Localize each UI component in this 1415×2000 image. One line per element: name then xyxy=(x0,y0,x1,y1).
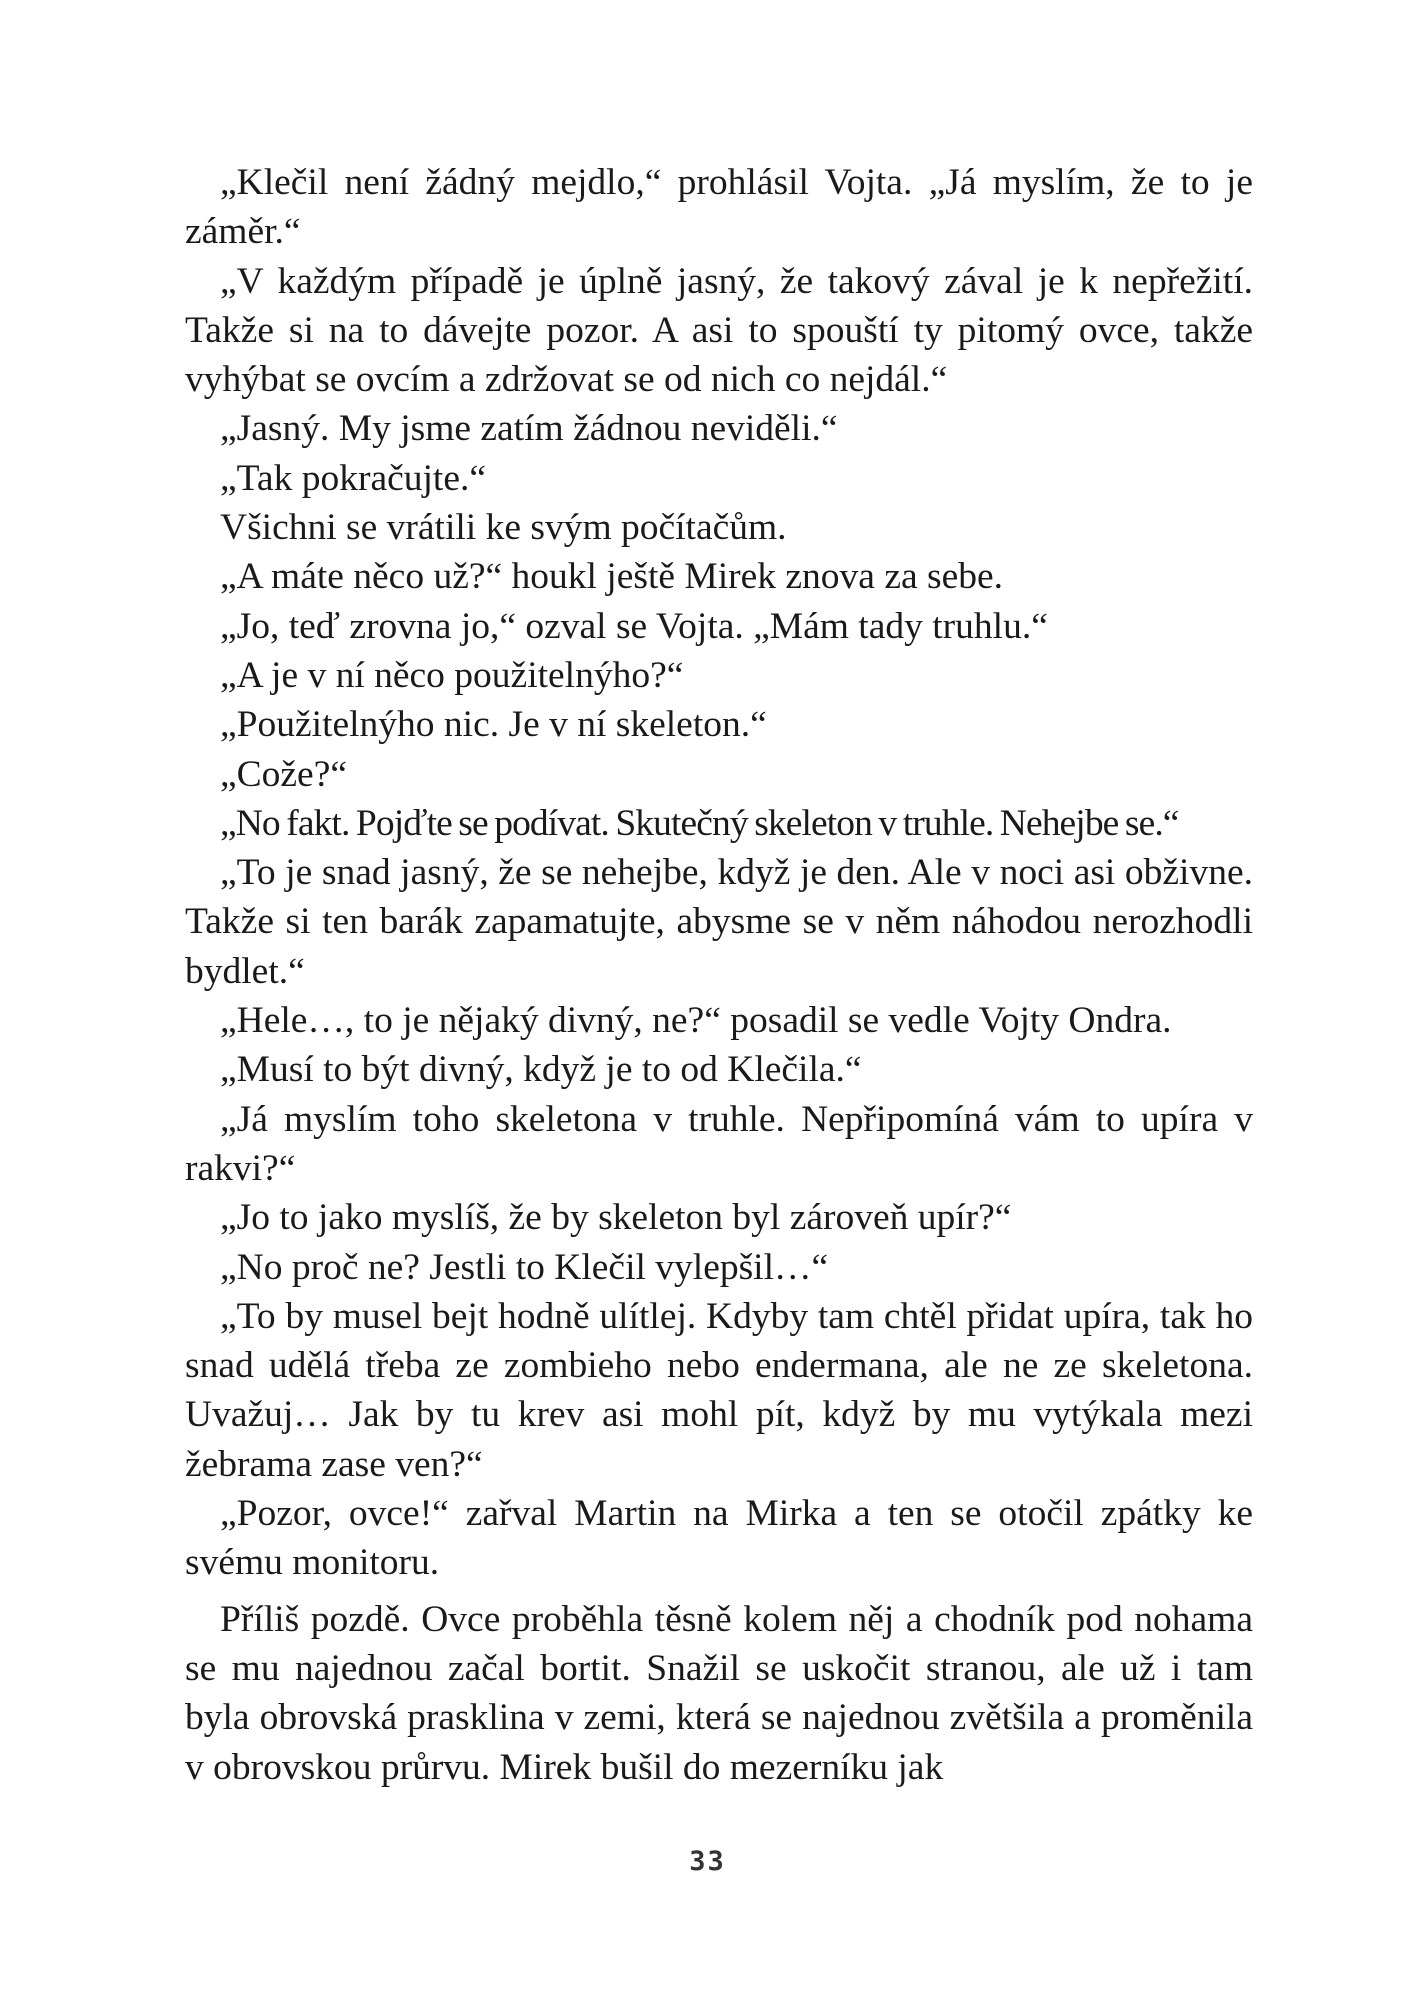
paragraph: Příliš pozdě. Ovce proběhla těsně kolem něj a chodník pod nohama se mu najednou začal bortit. Snažil se uskočit stranou, ale už i tam byla obrovská prasklina v zemi, která se najednou zvětšila a proměnila v obrovskou průrvu. Mirek bušil do mezerníku jak xyxy=(185,1598,1253,1788)
paragraph: „V každým případě je úplně jasný, že takový zával je k nepřežití. Takže si na to dávejte pozor. A asi to spouští ty pitomý ovce, takže vyhýbat se ovcím a zdržovat se od nich co nejdál.“ xyxy=(185,260,1253,401)
paragraph: „To je snad jasný, že se nehejbe, když je den. Ale v noci asi obživne. Takže si ten barák zapamatujte, abysme se v něm náhodou nerozhodli bydlet.“ xyxy=(185,852,1253,992)
paragraph: „No fakt. Pojďte se podívat. Skutečný skeleton v truhle. Nehejbe se.“ xyxy=(220,802,1179,844)
paragraph: „Musí to být divný, když je to od Klečila.“ xyxy=(220,1049,862,1091)
paragraph: Všichni se vrátili ke svým počítačům. xyxy=(220,507,787,549)
paragraph: „No proč ne? Jestli to Klečil vylepšil…“ xyxy=(220,1246,829,1288)
paragraph: „Klečil není žádný mejdlo,“ prohlásil Vojta. „Já myslím, že to je záměr.“ xyxy=(185,162,1253,253)
body-text xyxy=(185,158,1253,1792)
paragraph: „To by musel bejt hodně ulítlej. Kdyby tam chtěl přidat upíra, tak ho snad udělá třeba ze zombieho nebo endermana, ale ne ze skeletona. Uvažuj… Jak by tu krev asi mohl pít, když by mu vytýkala mezi žebrama zase ven?“ xyxy=(185,1295,1253,1485)
page-number: 33 xyxy=(689,1846,726,1877)
paragraph: „Jo, teď zrovna jo,“ ozval se Vojta. „Mám tady truhlu.“ xyxy=(220,605,1048,647)
paragraph: „Použitelnýho nic. Je v ní skeleton.“ xyxy=(220,704,767,746)
paragraph: „A máte něco už?“ houkl ještě Mirek znova za sebe. xyxy=(220,556,1003,598)
paragraph: „Jo to jako myslíš, že by skeleton byl zároveň upír?“ xyxy=(220,1197,1012,1239)
paragraph: „Tak pokračujte.“ xyxy=(220,457,486,499)
paragraph: „Pozor, ovce!“ zařval Martin na Mirka a ten se otočil zpátky ke svému monitoru. xyxy=(185,1493,1253,1584)
paragraph: „Cože?“ xyxy=(220,753,347,795)
paragraph: „Já myslím toho skeletona v truhle. Nepřipomíná vám to upíra v rakvi?“ xyxy=(185,1098,1253,1189)
paragraph: „Jasný. My jsme zatím žádnou neviděli.“ xyxy=(220,408,838,450)
paragraph: „Hele…, to je nějaký divný, ne?“ posadil se vedle Vojty Ondra. xyxy=(220,1000,1172,1042)
paragraph: „A je v ní něco použitelnýho?“ xyxy=(220,654,684,696)
